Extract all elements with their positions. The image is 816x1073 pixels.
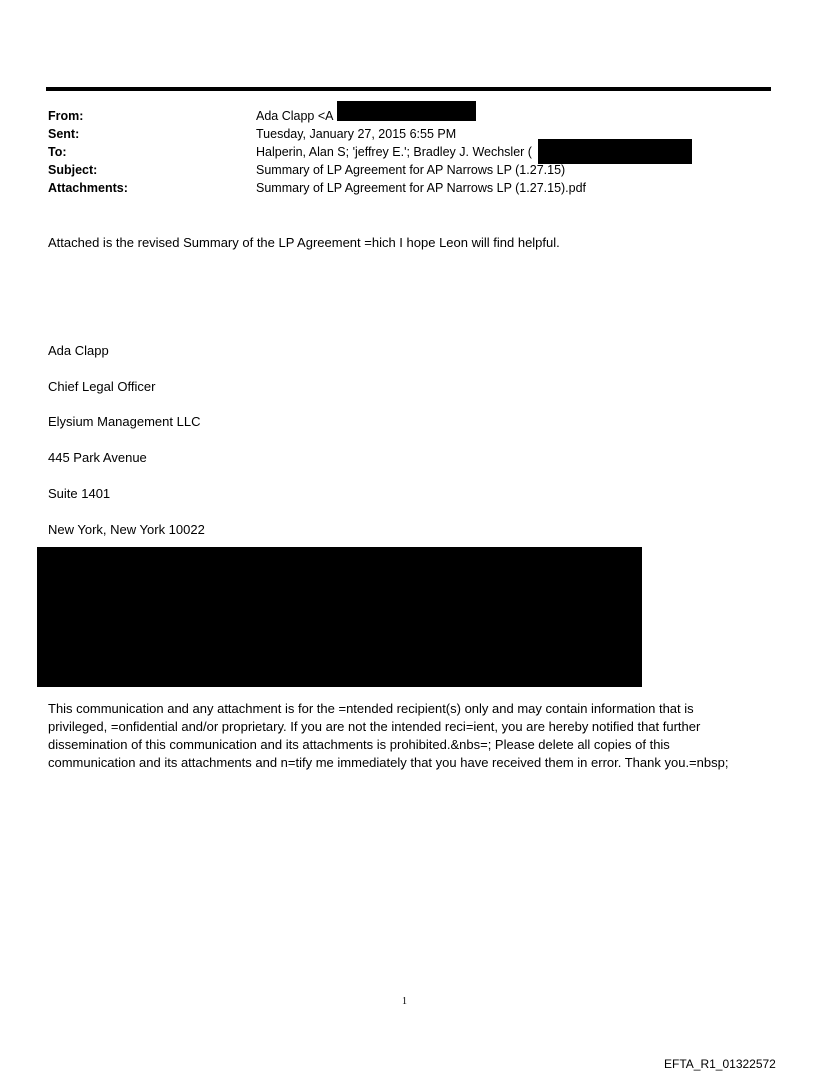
message-body: Attached is the revised Summary of the LP Agreement =hich I hope Leon will find helpful. (48, 235, 560, 250)
from-label: From: (48, 109, 84, 123)
from-value: Ada Clapp <A (256, 109, 334, 123)
redaction-box (337, 101, 476, 121)
page-number: 1 (402, 996, 407, 1007)
signature-address: 445 Park Avenue (48, 450, 147, 465)
disclaimer-line: dissemination of this communication and its attachments is prohibited.&nbs=; Please delete all copies of this (48, 737, 670, 752)
sent-value: Tuesday, January 27, 2015 6:55 PM (256, 127, 457, 141)
attachments-value: Summary of LP Agreement for AP Narrows LP (1.27.15).pdf (256, 181, 587, 195)
redaction-block (37, 547, 642, 687)
to-label: To: (48, 145, 67, 159)
document-id: EFTA_R1_01322572 (664, 1057, 776, 1071)
attachments-label: Attachments: (48, 181, 128, 195)
signature-name: Ada Clapp (48, 343, 109, 358)
signature-company: Elysium Management LLC (48, 414, 201, 429)
redaction-box (538, 139, 692, 164)
disclaimer-line: communication and its attachments and n=tify me immediately that you have received them in error. Thank you.=nbsp; (48, 755, 729, 770)
subject-label: Subject: (48, 163, 98, 177)
confidentiality-disclaimer (48, 700, 788, 772)
signature-suite: Suite 1401 (48, 486, 111, 501)
subject-value: Summary of LP Agreement for AP Narrows LP (1.27.15) (256, 163, 566, 177)
header-rule (46, 87, 771, 91)
disclaimer-line: This communication and any attachment is for the =ntended recipient(s) only and may contain information that is (48, 701, 694, 716)
signature-city: New York, New York 10022 (48, 522, 205, 537)
to-value: Halperin, Alan S; 'jeffrey E.'; Bradley J. Wechsler ( (256, 145, 532, 159)
disclaimer-line: privileged, =onfidential and/or proprietary. If you are not the intended reci=ient, you are hereby notified that further (48, 719, 701, 734)
signature-title: Chief Legal Officer (48, 379, 156, 394)
sent-label: Sent: (48, 127, 80, 141)
